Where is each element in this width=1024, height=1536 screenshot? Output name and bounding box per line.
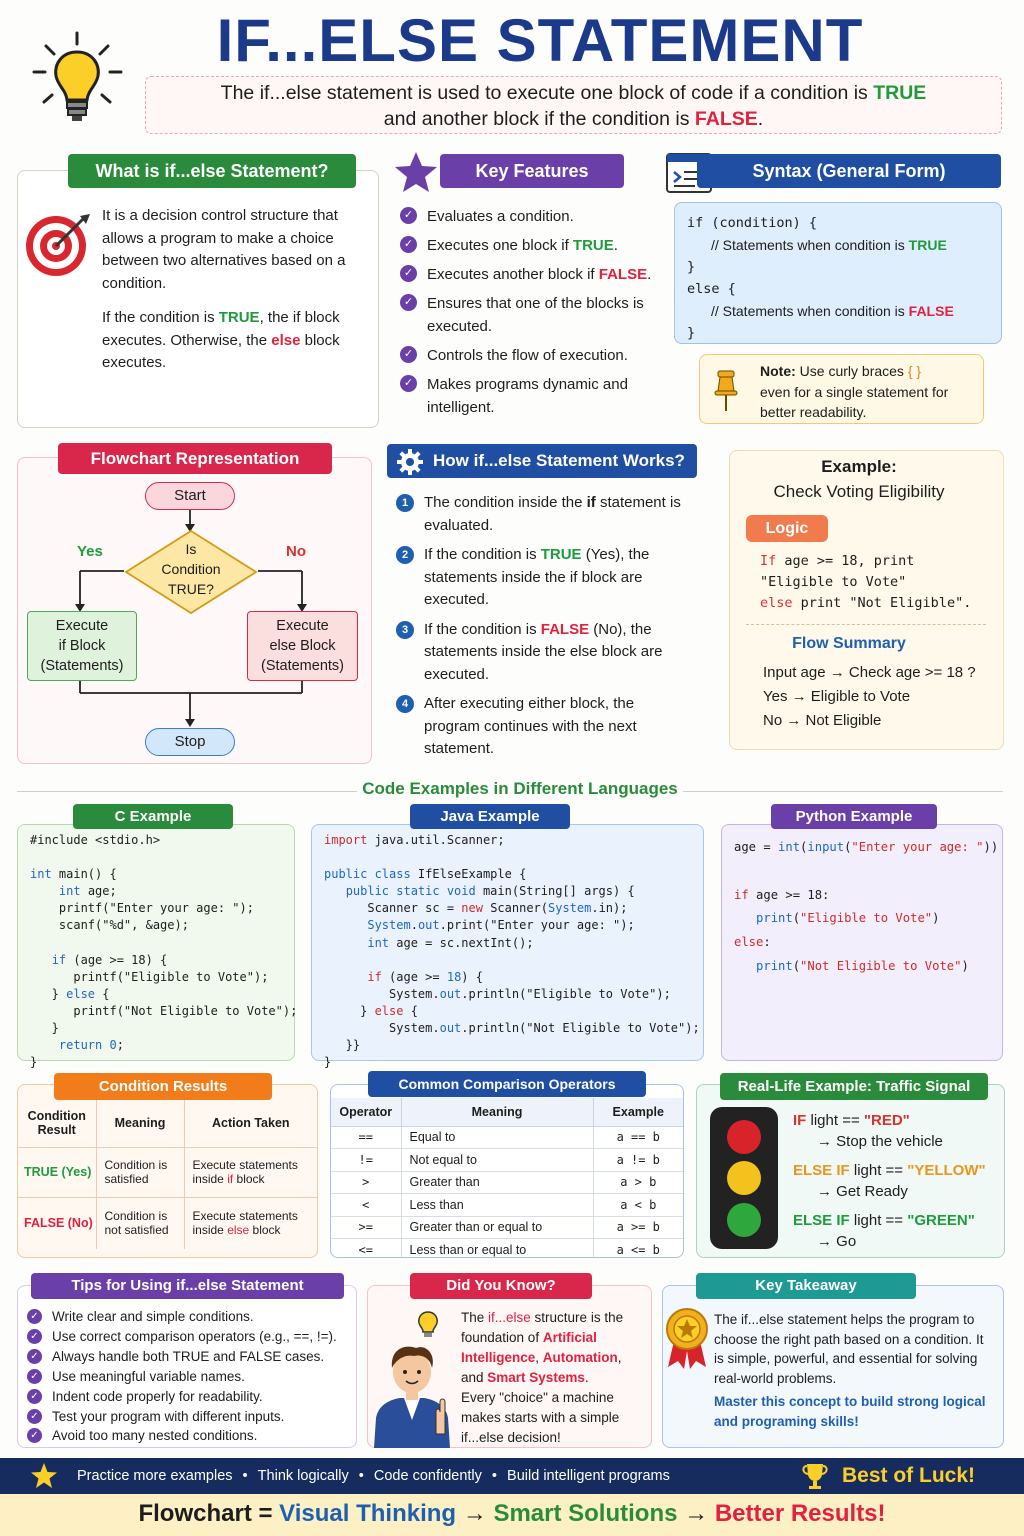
code-section-title: Code Examples in Different Languages (362, 779, 678, 798)
how-step: 4 After executing either block, the program continues with the next statement. (396, 693, 688, 761)
table-row: >= Greater than or equal to a >= b (331, 1216, 683, 1239)
tips-list (27, 1307, 352, 1446)
flowchart-no-label: No (286, 543, 306, 560)
what-paragraph-1: It is a decision control structure that allows a program to make a choice between two alternatives based on a condition. (102, 207, 346, 292)
check-icon: ✓ (27, 1369, 42, 1384)
flowchart-title: Flowchart Representation (58, 443, 332, 474)
example-logic-label: Logic (746, 515, 828, 542)
java-example-title: Java Example (410, 804, 570, 829)
footer-equation: Flowchart = Visual Thinking → Smart Solutions → Better Results! (0, 1494, 1024, 1536)
step-number-icon: 3 (396, 621, 414, 639)
table-row: == Equal to a == b (331, 1126, 683, 1149)
gear-icon (396, 448, 424, 476)
table-row: != Not equal to a != b (331, 1149, 683, 1172)
how-step: 3 If the condition is FALSE (No), the statements inside the else block are executed. (396, 619, 688, 687)
feature-item: ✓ Makes programs dynamic and intelligent. (400, 373, 662, 419)
dyk-title: Did You Know? (410, 1273, 592, 1299)
how-steps (396, 492, 688, 768)
tip-item: ✓ Use correct comparison operators (e.g., ==, !=). (27, 1327, 352, 1347)
takeaway-text: The if...else statement helps the program to choose the right path based on a condition. It is simple, powerful, and essential for solving real-world problems. (714, 1312, 984, 1386)
tip-item: ✓ Test your program with different inputs. (27, 1407, 352, 1427)
footer-star-icon (30, 1462, 58, 1490)
example-logic-code: If age >= 18, print "Eligible to Vote" else print "Not Eligible". (760, 553, 972, 611)
thinking-person-icon (370, 1308, 454, 1448)
step-number-icon: 1 (396, 494, 414, 512)
table-row: < Less than a < b (331, 1194, 683, 1217)
footer-item: Code confidently (373, 1468, 482, 1484)
python-example-title: Python Example (771, 804, 937, 829)
target-icon (24, 210, 92, 278)
results-title: Condition Results (54, 1073, 272, 1100)
trophy-icon (800, 1461, 830, 1491)
footer-items: Practice more examples • Think logically • Code confidently • Build intelligent programs (77, 1468, 670, 1484)
python-code: age = int(input("Enter your age: ")) if age >= 18: print("Eligible to Vote") else: print("Not Eligible to Vote") (734, 840, 999, 973)
table-row: > Greater than a > b (331, 1171, 683, 1194)
flow-summary-list: Input age → Check age >= 18 ? Yes → Eligible to Vote No → Not Eligible (763, 664, 976, 729)
traffic-rules: IF light == "RED" → Stop the vehicle ELSE IF light == "YELLOW" → Get Ready ELSE IF light == "GREEN" → Go (793, 1112, 986, 1250)
check-icon: ✓ (400, 236, 417, 253)
check-icon: ✓ (400, 294, 417, 311)
how-step: 2 If the condition is TRUE (Yes), the statements inside the if block are executed. (396, 544, 688, 612)
header-subtitle: The if...else statement is used to execute one block of code if a condition is TRUE and another block if the condition is FALSE. (145, 76, 1002, 134)
operators-card (330, 1084, 684, 1258)
what-title: What is if...else Statement? (68, 154, 356, 188)
check-icon: ✓ (27, 1389, 42, 1404)
takeaway-title: Key Takeaway (696, 1273, 916, 1299)
example-title: Example: (821, 457, 897, 476)
green-light (727, 1203, 761, 1237)
syntax-code-block: if (condition) { // Statements when condition is TRUE } else { // Statements when condition is FALSE } (674, 202, 1002, 344)
code-section-line-right (683, 791, 1003, 792)
step-number-icon: 2 (396, 546, 414, 564)
pin-icon (712, 369, 740, 413)
tip-item: ✓ Avoid too many nested conditions. (27, 1426, 352, 1446)
tip-item: ✓ Use meaningful variable names. (27, 1367, 352, 1387)
flowchart-stop: Stop (145, 728, 235, 756)
flowchart-start: Start (145, 482, 235, 510)
c-code: #include <stdio.h> int main() { int age; printf("Enter your age: "); scanf("%d", &age); if (age >= 18) { printf("Eligible to Vote"); } else { printf("Not Eligible to Vote"); } return 0; } (30, 833, 298, 1070)
java-code: import java.util.Scanner; public class IfElseExample { public static void main(String[] args) { Scanner sc = new Scanner(System.in); System.out.print("Enter your age: "); int age = sc.nextInt(); if (age >= 18) { System.out.println("Eligible to Vote"); } else { System.out.println("Not Eligible to Vote"); }} } (324, 833, 700, 1070)
features-list (400, 205, 662, 425)
check-icon: ✓ (400, 265, 417, 282)
example-divider (746, 624, 986, 625)
takeaway-cta: Master this concept to build strong logical and programing skills! (714, 1394, 986, 1429)
footer-item: Build intelligent programs (507, 1468, 670, 1484)
feature-item: ✓ Ensures that one of the blocks is executed. (400, 292, 662, 338)
results-table: Condition Result Meaning Action Taken TRUE (Yes) Condition is satisfied Execute statements inside if block FALSE (No) Condition is not satisfied Execute statements inside else block (18, 1099, 317, 1249)
flowchart-decision-text: Is Condition TRUE? (161, 541, 221, 597)
flowchart-else-block: Execute else Block (Statements) (247, 611, 358, 681)
flowchart-yes-label: Yes (77, 543, 103, 560)
award-medal-icon (664, 1307, 710, 1371)
table-row: <= Less than or equal to a <= b (331, 1239, 683, 1259)
check-icon: ✓ (400, 375, 417, 392)
page-title: IF...ELSE STATEMENT (216, 7, 864, 74)
tip-item: ✓ Write clear and simple conditions. (27, 1307, 352, 1327)
footer-item: Practice more examples (77, 1468, 233, 1484)
traffic-light (710, 1107, 778, 1249)
how-step: 1 The condition inside the if statement is evaluated. (396, 492, 688, 537)
results-card (17, 1084, 318, 1258)
feature-item: ✓ Evaluates a condition. (400, 205, 662, 228)
yellow-light (727, 1161, 761, 1195)
check-icon: ✓ (27, 1349, 42, 1364)
tips-title: Tips for Using if...else Statement (31, 1273, 344, 1299)
feature-item: ✓ Executes one block if TRUE. (400, 234, 662, 257)
check-icon: ✓ (400, 207, 417, 224)
check-icon: ✓ (400, 346, 417, 363)
what-paragraph-2: If the condition is TRUE, the if block executes. Otherwise, the else block executes. (102, 309, 340, 371)
check-icon: ✓ (27, 1309, 42, 1324)
features-title: Key Features (440, 154, 624, 188)
flowchart-if-block: Execute if Block (Statements) (27, 611, 137, 681)
feature-item: ✓ Executes another block if FALSE. (400, 263, 662, 286)
how-title: How if...else Statement Works? (387, 444, 697, 478)
best-of-luck: Best of Luck! (842, 1464, 976, 1487)
operators-table: Operator Meaning Example == Equal to a == b != Not equal to a != b > Greater than a > b < Less than a < b >= Greater than or equal to a >= b <= Less than or equal to a <= b (331, 1098, 683, 1258)
check-icon: ✓ (27, 1409, 42, 1424)
check-icon: ✓ (27, 1428, 42, 1443)
traffic-title: Real-Life Example: Traffic Signal (720, 1073, 988, 1100)
flow-summary-title: Flow Summary (792, 635, 906, 652)
syntax-title: Syntax (General Form) (697, 154, 1001, 188)
code-section-line-left (17, 791, 357, 792)
c-example-title: C Example (73, 804, 233, 829)
syntax-note: Note: Use curly braces { } even for a single statement for better readability. (699, 354, 984, 424)
feature-item: ✓ Controls the flow of execution. (400, 344, 662, 367)
example-subtitle: Check Voting Eligibility (773, 482, 945, 501)
step-number-icon: 4 (396, 695, 414, 713)
bulb-icon (30, 30, 125, 125)
tip-item: ✓ Always handle both TRUE and FALSE cases. (27, 1347, 352, 1367)
tip-item: ✓ Indent code properly for readability. (27, 1387, 352, 1407)
footer-item: Think logically (257, 1468, 349, 1484)
operators-title: Common Comparison Operators (368, 1071, 646, 1097)
star-icon (393, 150, 439, 194)
dyk-text: The if...else structure is the foundation of Artificial Intelligence, Automation, and Smart Systems. Every "choice" a machine makes starts with a simple if...else decision! (461, 1310, 624, 1445)
check-icon: ✓ (27, 1329, 42, 1344)
red-light (727, 1120, 761, 1154)
